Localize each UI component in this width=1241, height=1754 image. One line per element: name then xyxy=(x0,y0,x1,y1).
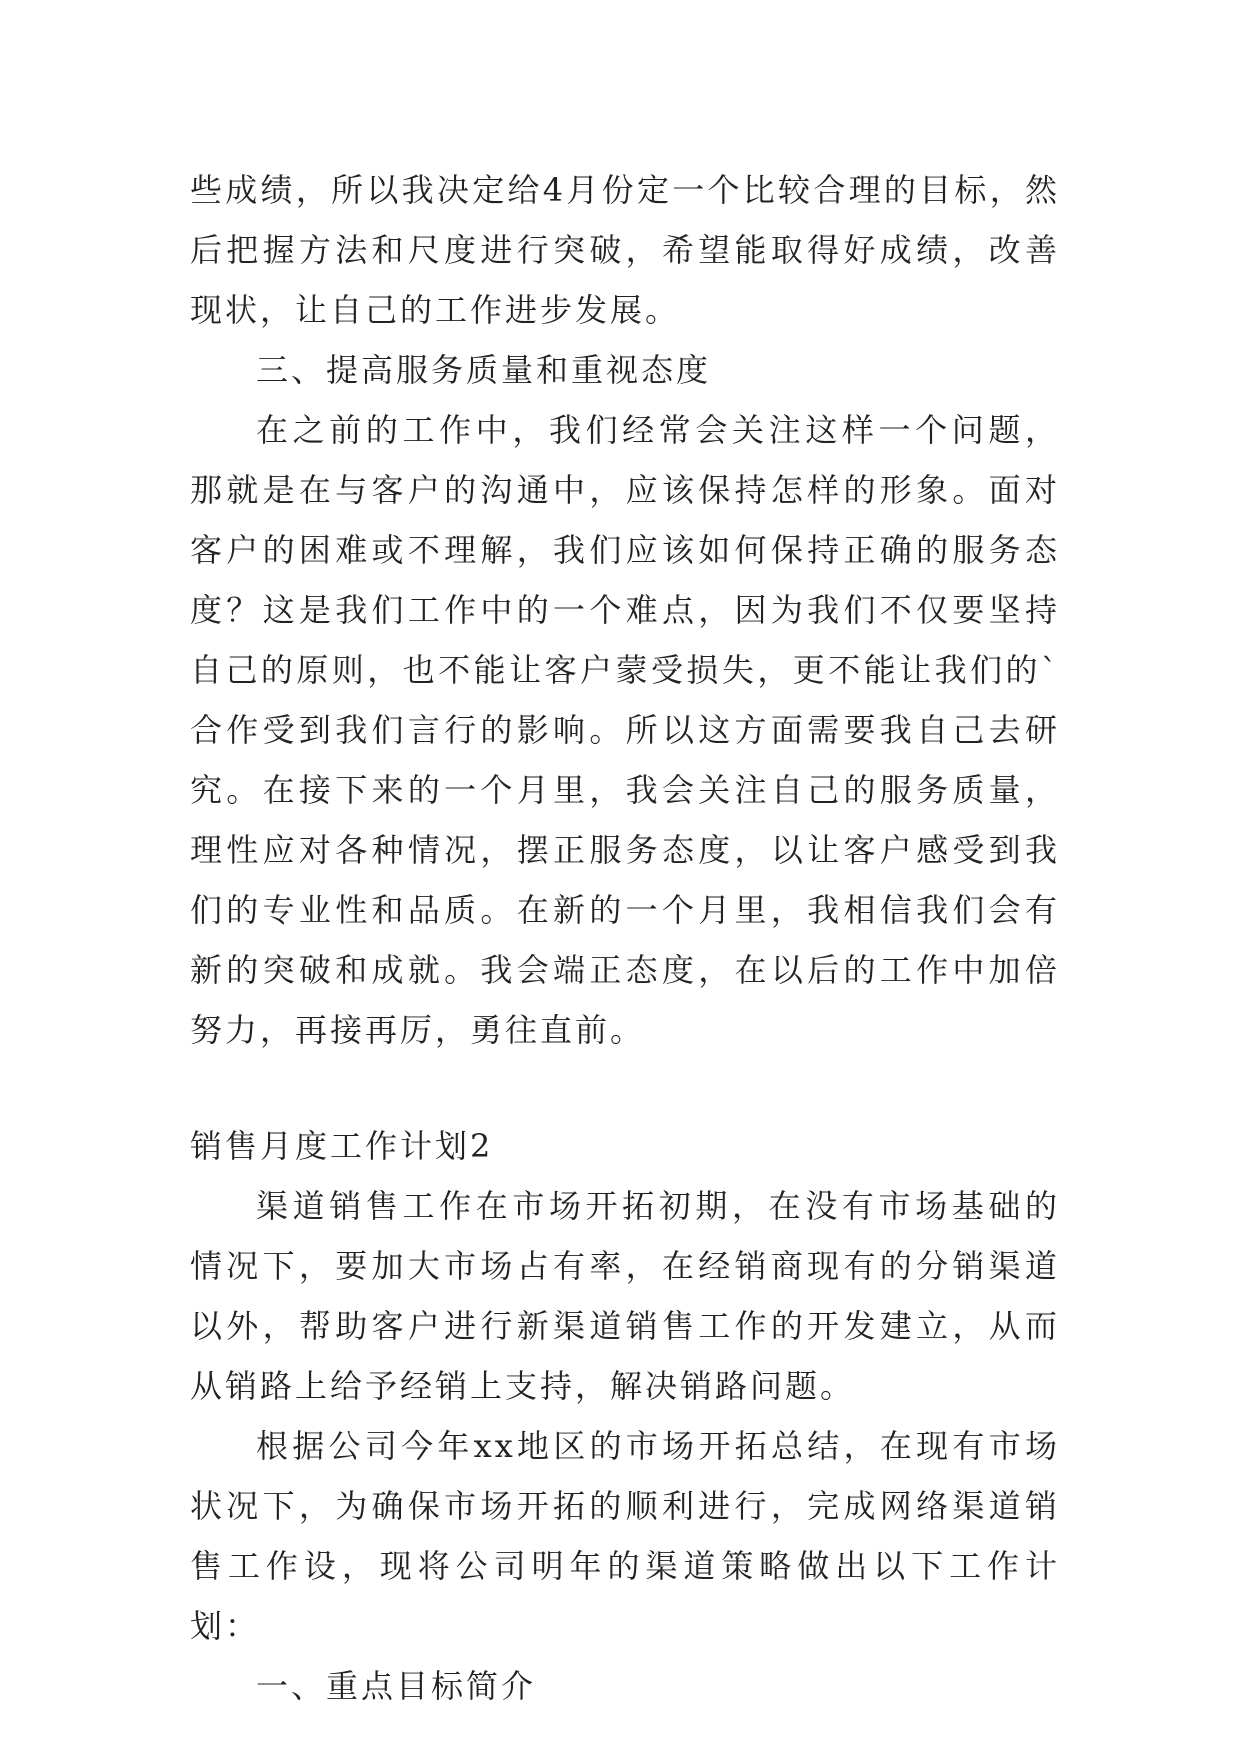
paragraph-continuation: 些成绩，所以我决定给4月份定一个比较合理的目标，然后把握方法和尺度进行突破，希望能取得好成绩，改善现状，让自己的工作进步发展。 xyxy=(190,171,1060,329)
heading-key-goals: 一、重点目标简介 xyxy=(256,1667,537,1705)
document-body xyxy=(190,160,1060,1716)
section-title: 销售月度工作计划2 xyxy=(190,1127,494,1165)
paragraph-channel-sales: 渠道销售工作在市场开拓初期，在没有市场基础的情况下，要加大市场占有率，在经销商现有的分销渠道以外，帮助客户进行新渠道销售工作的开发建立，从而从销路上给予经销上支持，解决销路问题。 xyxy=(190,1187,1060,1405)
paragraph-market-plan: 根据公司今年xx地区的市场开拓总结，在现有市场状况下，为确保市场开拓的顺利进行，完成网络渠道销售工作设，现将公司明年的渠道策略做出以下工作计划： xyxy=(190,1427,1060,1645)
paragraph-service-attitude: 在之前的工作中，我们经常会关注这样一个问题，那就是在与客户的沟通中，应该保持怎样的形象。面对客户的困难或不理解，我们应该如何保持正确的服务态度？这是我们工作中的一个难点，因为我们不仅要坚持自己的原则，也不能让客户蒙受损失，更不能让我们的`合作受到我们言行的影响。所以这方面需要我自己去研究。在接下来的一个月里，我会关注自己的服务质量，理性应对各种情况，摆正服务态度，以让客户感受到我们的专业性和品质。在新的一个月里，我相信我们会有新的突破和成就。我会端正态度，在以后的工作中加倍努力，再接再厉，勇往直前。 xyxy=(190,411,1060,1049)
heading-service-quality: 三、提高服务质量和重视态度 xyxy=(256,351,712,389)
